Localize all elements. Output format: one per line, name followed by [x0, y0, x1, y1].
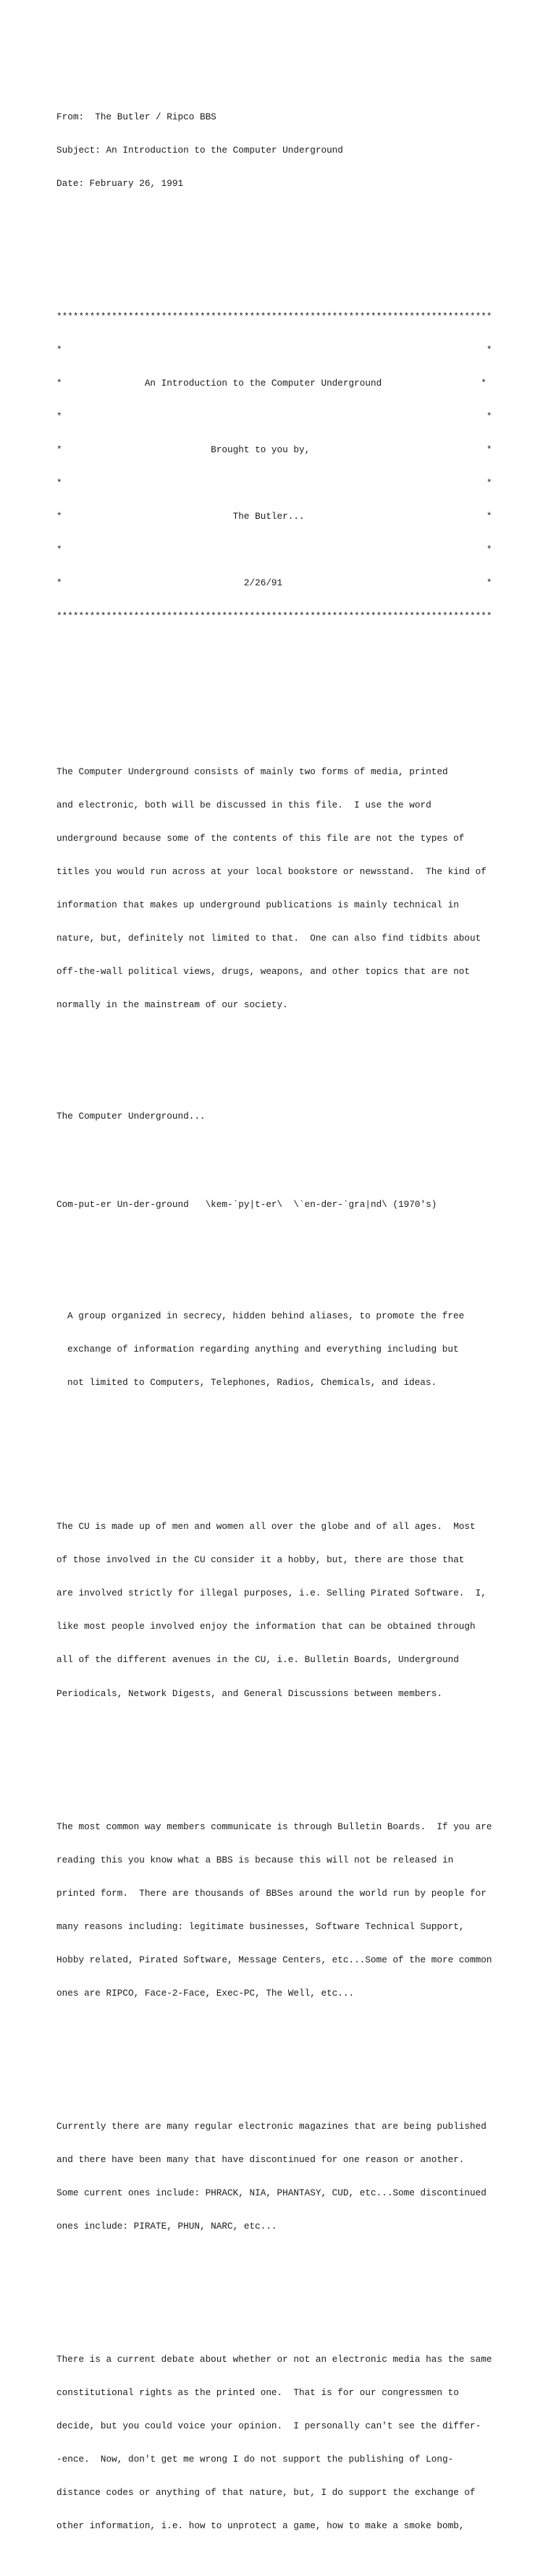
magazines-paragraph: [56, 2098, 492, 2254]
banner-line: * *: [56, 344, 492, 355]
banner-border-top: *******************************************************************************: [56, 310, 492, 322]
text-line: Currently there are many regular electronic magazines that are being published: [56, 2120, 486, 2132]
text-line: and there have been many that have discontinued for one reason or another.: [56, 2153, 465, 2165]
text-line: The most common way members communicate is through Bulletin Boards. If you are: [56, 1821, 492, 1832]
text-line: distance codes or anything of that nature, but, I do support the exchange of: [56, 2487, 476, 2499]
text-line: ones are RIPCO, Face-2-Face, Exec-PC, The Well, etc...: [56, 1987, 355, 1999]
definition-heading: The Computer Underground...: [56, 1110, 206, 1122]
text-line: ones include: PIRATE, PHUN, NARC, etc...: [56, 2221, 277, 2232]
banner-byline: * Brought to you by, *: [56, 444, 492, 456]
text-line: A group organized in secrecy, hidden behind aliases, to promote the free: [67, 1310, 465, 1321]
text-line: reading this you know what a BBS is because this will not be released in: [56, 1854, 454, 1865]
text-line: Hobby related, Pirated Software, Message Centers, etc...Some of the more common: [56, 1954, 492, 1965]
banner-line: * *: [56, 544, 492, 556]
text-line: other information, i.e. how to unprotect a game, how to make a smoke bomb,: [56, 2520, 465, 2532]
text-line: exchange of information regarding anything and everything including but: [67, 1343, 459, 1355]
text-line: and electronic, both will be discussed in this file. I use the word: [56, 800, 431, 810]
bbs-paragraph: [56, 1799, 492, 2021]
text-line: The Computer Underground consists of mainly two forms of media, printed: [56, 766, 448, 777]
text-line: all of the different avenues in the CU, i.e. Bulletin Boards, Underground: [56, 1654, 459, 1666]
banner-line: * *: [56, 478, 492, 489]
intro-paragraph: [56, 744, 492, 1033]
text-line: off-the-wall political views, drugs, weapons, and other topics that are not: [56, 966, 471, 978]
text-line: There is a current debate about whether or not an electronic media has the same: [56, 2354, 492, 2365]
text-line: The CU is made up of men and women all over the globe and of all ages. Most: [56, 1521, 476, 1533]
banner-title: * An Introduction to the Computer Underground *: [56, 377, 486, 389]
from-line: From: The Butler / Ripco BBS: [56, 111, 216, 122]
cu-paragraph: [56, 1499, 492, 1721]
text-line: constitutional rights as the printed one. That is for our congressmen to: [56, 2387, 459, 2399]
text-line: are involved strictly for illegal purposes, i.e. Selling Pirated Software. I,: [56, 1588, 486, 1599]
date-line: Date: February 26, 1991: [56, 177, 184, 189]
text-line: Periodicals, Network Digests, and General Discussions between members.: [56, 1687, 442, 1699]
text-line: not limited to Computers, Telephones, Radios, Chemicals, and ideas.: [67, 1376, 437, 1388]
title-banner: [56, 289, 492, 644]
text-line: of those involved in the CU consider it a hobby, but, there are those that: [56, 1554, 465, 1566]
text-line: Some current ones include: PHRACK, NIA, PHANTASY, CUD, etc...Some discontinued: [56, 2187, 486, 2198]
subject-line: Subject: An Introduction to the Computer Underground: [56, 144, 343, 156]
text-line: information that makes up underground publications is mainly technical in: [56, 899, 459, 911]
text-line: like most people involved enjoy the information that can be obtained through: [56, 1621, 476, 1632]
banner-author: * The Butler... *: [56, 511, 492, 522]
text-line: -ence. Now, don't get me wrong I do not support the publishing of Long-: [56, 2454, 454, 2465]
text-line: decide, but you could voice your opinion. I personally can't see the differ-: [56, 2420, 481, 2432]
text-line: printed form. There are thousands of BBSes around the world run by people for: [56, 1887, 486, 1899]
text-line: nature, but, definitely not limited to that. One can also find tidbits about: [56, 933, 481, 944]
text-line: normally in the mainstream of our society.: [56, 999, 288, 1011]
definition-block: [56, 1288, 492, 1410]
banner-date: * 2/26/91 *: [56, 577, 492, 589]
debate-paragraph: [56, 2331, 492, 2554]
banner-line: * *: [56, 411, 492, 422]
text-line: underground because some of the contents of this file are not the types of: [56, 833, 465, 844]
document-page: [56, 56, 492, 2576]
pronunciation-line: Com-put-er Un-der-ground \kem-`py|t-er\ \`en-der-`gra|nd\ (1970's): [56, 1199, 437, 1211]
text-line: many reasons including: legitimate businesses, Software Technical Support,: [56, 1920, 465, 1932]
text-line: titles you would run across at your local bookstore or newsstand. The kind of: [56, 866, 486, 878]
banner-border-bottom: *******************************************************************************: [56, 611, 492, 622]
email-header: [56, 89, 492, 211]
